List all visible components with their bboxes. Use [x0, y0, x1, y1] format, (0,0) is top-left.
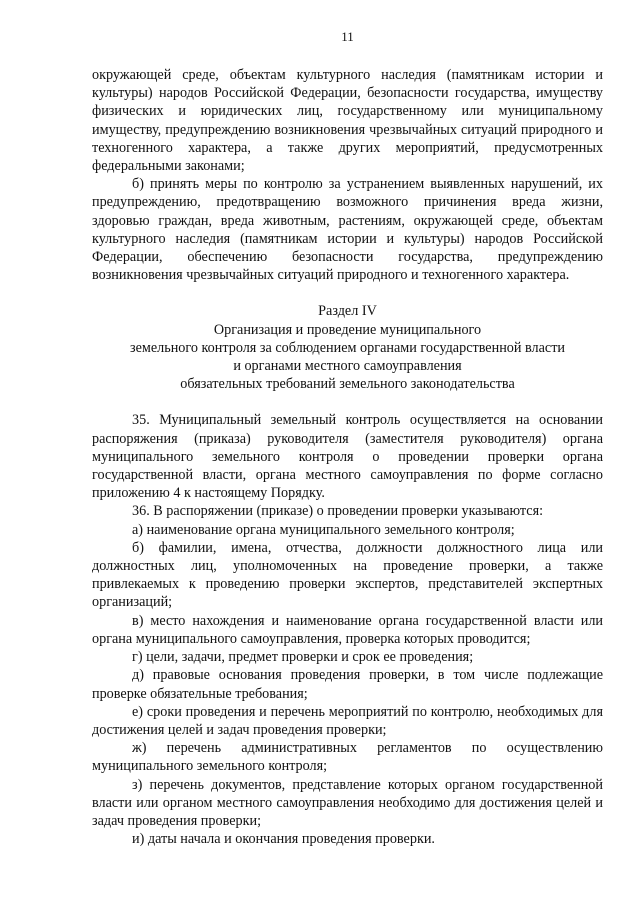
paragraph-35: 35. Муниципальный земельный контроль осуществляется на основании распоряжения (приказа) руководителя (заместителя руководителя) органа муниципального земельного контроля о проведении проверки органа государственной власти, органа местного самоуправления по форме согласно приложению 4 к настоящему Порядку. [92, 412, 603, 502]
list-item-z: з) перечень документов, представление которых органом государственной власти или органом местного самоуправления необходимо для достижения целей и задач проведения проверки; [92, 776, 603, 829]
intro-block [92, 66, 603, 284]
section-title-line: земельного контроля за соблюдением органами государственной власти [129, 339, 566, 356]
section-title-line: обязательных требований земельного законодательства [180, 376, 515, 393]
paragraph-36: 36. В распоряжении (приказе) о проведении проверки указываются: [132, 503, 544, 520]
list-item-v: в) место нахождения и наименование органа государственной власти или органа муниципального самоуправления, проверка которых проводится; [92, 612, 603, 647]
intro-paragraph-continued: окружающей среде, объектам культурного наследия (памятникам истории и культуры) народов Российской Федерации, безопасности государства, имуществу физических и юридических лиц, государственному или муниципальному имуществу, предупреждению возникновения чрезвычайных ситуаций природного и техногенного характера, а также других мероприятий, предусмотренных федеральными законами; [92, 67, 603, 175]
list-item-g: г) цели, задачи, предмет проверки и срок ее проведения; [132, 649, 474, 666]
section-heading [92, 302, 603, 393]
section-number: Раздел IV [318, 303, 377, 320]
section-title-line: Организация и проведение муниципального [213, 321, 482, 338]
intro-paragraph-b: б) принять меры по контролю за устранением выявленных нарушений, их предупреждению, предотвращению возможного причинения вреда жизни, здоровью граждан, вреда животным, растениям, окружающей среде, объектам культурного наследия (памятникам истории и культуры) народов Российской Федерации, обеспечению безопасности государства, предупреждению возникновения чрезвычайных ситуаций природного и техногенного характера. [92, 176, 603, 284]
section-body [92, 411, 603, 848]
section-title-line: и органами местного самоуправления [233, 358, 462, 375]
document-page [92, 0, 603, 848]
list-item-d: д) правовые основания проведения проверки, в том числе подлежащие проверке обязательные требования; [92, 667, 603, 702]
list-item-b: б) фамилии, имена, отчества, должности должностного лица или должностных лиц, уполномоченных на проведение проверки, а также привлекаемых к проведению проверки экспертов, представителей экспертных организаций; [92, 539, 603, 611]
list-item-zh: ж) перечень административных регламентов по осуществлению муниципального земельного контроля; [92, 740, 603, 775]
list-item-i: и) даты начала и окончания проведения проверки. [132, 831, 435, 848]
page-number: 11 [341, 29, 354, 44]
list-item-a: а) наименование органа муниципального земельного контроля; [132, 521, 515, 538]
list-item-e: е) сроки проведения и перечень мероприятий по контролю, необходимых для достижения целей и задач проведения проверки; [92, 703, 603, 738]
